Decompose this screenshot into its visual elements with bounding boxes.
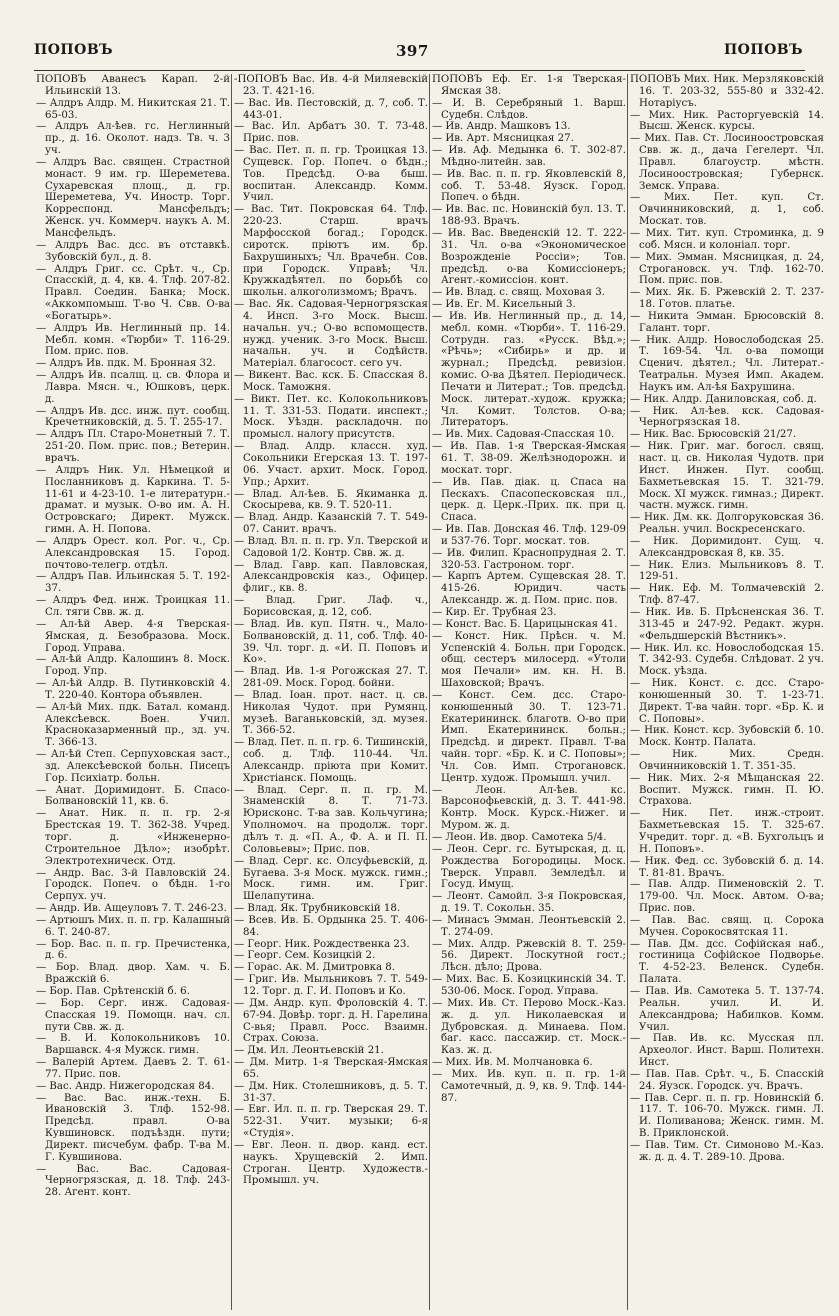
- page-number: 397: [396, 42, 429, 60]
- directory-entry: — Вас. Вас. инж.-техн. Б. Ивановскій 3. Тлф. 152-98. Предсѣд. правл. О-ва Кувшиновск. подъѣздн. пути; Директ. писчебум. фабр. Т-ва М. Г. Кувшинова.: [36, 1092, 230, 1163]
- directory-entry: — Пав. Пав. Срѣт. ч., Б. Спасскій 24. Яузск. Городск. уч. Врачъ.: [630, 1068, 824, 1092]
- directory-entry: — Всев. Ив. Б. Ордынка 25. Т. 406-84.: [234, 914, 428, 938]
- directory-entry: — Бор. Влад. двор. Хам. ч. Б. Вражскій 6.: [36, 962, 230, 986]
- directory-entry: — Мих. Алдр. Ржевскій 8. Т. 259-56. Директ. Лоскутной гост.; Лѣсн. дѣло; Дрова.: [432, 938, 626, 974]
- directory-entry: — Алдръ Ив. псалщ. ц. св. Флора и Лавра. Мясн. ч., Юшковъ, церк. д.: [36, 370, 230, 405]
- directory-entry: — Влад. Ив. куп. Пятн. ч., Мало-Болвановскій, д. 11, соб. Тлф. 40-39. Чл. торг. д. «И. П. Поповъ и Ко».: [234, 618, 428, 666]
- directory-entry: — Влад. Вл. п. п. гр. Ул. Тверской и Садовой 1/2. Контр. Свв. ж. д.: [234, 535, 428, 559]
- directory-entry: — Ив. Филип. Краснопрудная 2. Т. 320-53. Гастроном. торг.: [432, 547, 626, 571]
- directory-entry: — Мих. Пав. Ст. Лосиноостровская Свв. ж. д., дача Гегелерт. Чл. Правл. благоустр. мѣстн. Лосиноостровская; Губернск. Земск. Управа.: [630, 133, 824, 192]
- directory-entry: — Алдръ Ал-ѣев. гс. Неглинный пр., д. 16. Околот. надз. Тв. ч. 3 уч.: [36, 121, 230, 157]
- directory-column-2: [234, 74, 428, 1310]
- directory-entry: — Влад. Пет. п. п. гр. 6. Тишинскій, соб. д. Тлф. 110-44. Чл. Александр. пріюта при Комит. Христіанск. Помощь.: [234, 737, 428, 784]
- directory-entry: — Артюшъ Мих. п. п. гр. Калашный 6. Т. 240-87.: [36, 914, 230, 938]
- directory-entry: — Ник. Доримидонт. Сущ. ч. Александровская 8, кв. 35.: [630, 535, 824, 559]
- directory-entry: — Вас. Ив. Пестовскій, д. 7, соб. Т. 443-01.: [234, 97, 428, 121]
- directory-entry: — Пав. Серг. п. п. гр. Новинскій б. 117. Т. 106-70. Мужск. гимн. Л. И. Поливанова; Женск. гимн. М. В. Приклонской.: [630, 1092, 824, 1140]
- column-divider: [231, 74, 232, 1310]
- directory-entry: — Ив. Влад. с. свящ. Моховая 3.: [432, 287, 605, 299]
- directory-entry: — Ив. Пав. Донская 46. Тлф. 129-09 и 537-76. Торг. москат. тов.: [432, 524, 626, 547]
- directory-entry: — Ник. Мих. Средн. Овчинниковскій 1. Т. 351-35.: [630, 749, 824, 772]
- directory-entry: — Мих. Як. Б. Ржевскій 2. Т. 237-18. Готов. платье.: [630, 287, 824, 311]
- directory-entry: — Ив. Мих. Садовая-Спасская 10.: [432, 429, 615, 441]
- directory-entry: — Андр. Вас. 3-й Павловскій 24. Городск. Попеч. о бѣдн. 1-го Серпух. уч.: [36, 867, 230, 903]
- directory-entry: — Викент. Вас. кск. Б. Спасская 8. Моск. Таможня.: [234, 370, 428, 393]
- directory-entry: — Горас. Ак. М. Дмитровка 8.: [234, 962, 395, 974]
- directory-entry: — Пав. Дм. дсс. Софійская наб., гостиница Софійское Подворье. Т. 4-52-23. Веленск. Судебн. Палата.: [630, 938, 824, 986]
- directory-entry: — Алдръ Ив. пдк. М. Бронная 32.: [36, 358, 216, 370]
- directory-entry: — Дм. Андр. куп. Фроловскій 4. Т. 67-94. Довѣр. торг. д. Н. Гарелина С-вья; Правл. Росс. Взаимн. Страх. Союза.: [234, 997, 428, 1045]
- directory-entry: — Карпъ Артем. Сущевская 28. Т. 415-26. Юридич. часть Александр. ж. д. Пом. прис. пов.: [432, 571, 626, 607]
- directory-entry: — Алдръ Алдр. М. Никитская 21. Т. 65-03.: [36, 97, 230, 121]
- directory-entry: ПОПОВЪ Еф. Ег. 1-я Тверская-Ямская 38.: [432, 74, 626, 97]
- directory-entry: — Конст. Вас. Б. Царицынская 41.: [432, 618, 618, 630]
- directory-entry: — Ив. Аф. Медынка 6. Т. 302-87. Мѣдно-литейн. зав.: [432, 145, 626, 168]
- directory-entry: — Влад. Гавр. кап. Павловская, Александровскія каз., Офицер. флиг., кв. 8.: [234, 559, 428, 595]
- directory-entry: — Алдръ Вас. дсс. въ отставкѣ. Зубовскій бул., д. 8.: [36, 239, 230, 263]
- directory-entry: — Леонт. Самойл. 3-я Покровская, д. 19. Т. Сокольн. 35.: [432, 891, 626, 915]
- directory-entry: — Влад. Андр. Казанскій 7. Т. 549-07. Санит. врачъ.: [234, 512, 428, 536]
- directory-entry: — Дм. Ник. Столешниковъ, д. 5. Т. 31-37.: [234, 1080, 428, 1104]
- directory-entry: — Ал-ѣй Авер. 4-я Тверская-Ямская, д. Безобразова. Моск. Город. Управа.: [36, 618, 230, 654]
- directory-entry: — Ал-ѣй Алдр. Калошинъ 8. Моск. Город. Упр.: [36, 654, 230, 678]
- directory-entry: — Пав. Вас. свящ. ц. Сорока Мучен. Сорокосвятская 11.: [630, 914, 824, 938]
- directory-entry: — Григ. Ив. Мыльниковъ 7. Т. 549-12. Торг. д. Г. И. Поповъ и Ко.: [234, 974, 428, 997]
- directory-entry: — Ив. Вас. Введенскій 12. Т. 222-31. Чл. о-ва «Экономическое Возрожденіе Россіи»; Тов. предсѣд. о-ва Комиссіонеръ; Агент.-комиссіон. конт.: [432, 227, 626, 287]
- directory-entry: — Ив. Пав. 1-я Тверская-Ямская 61. Т. 38-09. Желѣзнодорожн. и москат. торг.: [432, 441, 626, 476]
- directory-entry: — Влад. Як. Трубниковскій 18.: [234, 903, 401, 915]
- directory-entry: — Кир. Ег. Трубная 23.: [432, 606, 557, 618]
- directory-entry: — Бор. Пав. Срѣтенскій б. 6.: [36, 985, 190, 997]
- directory-entry: — Георг. Сем. Козицкій 2.: [234, 950, 376, 962]
- directory-entry: — Мих. Ив. М. Молчановка 6.: [432, 1057, 593, 1069]
- directory-entry: — Георг. Ник. Рождественка 23.: [234, 938, 410, 950]
- directory-entry: — Ник. Ил. кс. Новослободская 15. Т. 342-93. Судебн. Слѣдоват. 2 уч. Моск. уѣзда.: [630, 642, 824, 678]
- directory-entry: — Мих. Ив. Ст. Перово Моск.-Каз. ж. д. ул. Николаевская и Дубровская. д. Минаева. Пом. баг. касс. пассажир. ст. Моск.-Каз. ж. д.: [432, 997, 626, 1057]
- directory-entry: — Бор. Серг. инж. Садовая-Спасская 19. Помощн. нач. сл. пути Свв. ж. д.: [36, 997, 230, 1033]
- directory-entry: — Андр. Ив. Ащеуловъ 7. Т. 246-23.: [36, 903, 227, 915]
- directory-entry: — Вас. Як. Садовая-Черногрязская 4. Инсп. 3-го Моск. Высш. начальн. уч.; О-во вспомоществ. нужд. ученик. 3-го Моск. Высш. начальн. уч. и Содѣйств. Матеріал. благосост. сего уч.: [234, 299, 428, 370]
- directory-entry: — Ив. Пав. дiак. ц. Спаса на Пескахъ. Спасопесковская пл., церк. д. Церк.-Прих. пк. при ц. Спаса.: [432, 476, 626, 524]
- directory-entry: ПОПОВЪ Аванесъ Карап. 2-й Ильинскій 13.: [36, 74, 230, 97]
- directory-entry: — Ив. Арт. Мясницкая 27.: [432, 133, 574, 145]
- running-head-right: ПОПОВЪ: [723, 42, 803, 58]
- directory-entry: — Алдръ Григ. сс. Срѣт. ч., Ср. Спасскій, д. 4, кв. 4. Тлф. 207-82. Правл. Соедин. Банка; Моск. «Аккомпомыш. Т-во Ч. Свв. О-ва «Богатырь».: [36, 263, 230, 322]
- column-divider: [429, 74, 430, 1310]
- directory-entry: — Конст. Сем. дсс. Старо-конюшенный 30. Т. 123-71. Екатерининск. благотв. О-во при Имп. Екатерининск. больн.; Предсѣд. и директ. Правл. Т-ва чайн. торг. «Бр. К. и С. Поповы»; Чл. Сов. Имп. Строгановск. Центр. худож. Промышл. учил.: [432, 689, 626, 784]
- directory-entry: — Никита Эмман. Брюсовскій 8. Галант. торг.: [630, 310, 824, 334]
- directory-entry: — Влад. Григ. Лаф. ч., Борисовская, д. 12, соб.: [234, 595, 428, 618]
- directory-entry: — Ник. Фед. сс. Зубовскій б. д. 14. Т. 81-81. Врачъ.: [630, 855, 824, 879]
- directory-entry: — Ник. Пет. инж.-строит. Бахметьевская 15. Т. 325-67. Учредит. торг. д. «В. Бухгольцъ и Н. Поповъ».: [630, 808, 824, 855]
- directory-entry: — Алдръ Ив. дсс. инж. пут. сообщ. Кречетниковскій, д. 5. Т. 255-17.: [36, 405, 230, 429]
- directory-entry: — Дм. Ил. Леонтьевскій 21.: [234, 1045, 384, 1057]
- directory-entry: -ПОПОВЪ Вас. Ив. 4-й Миляевскій 23. Т. 421-16.: [234, 74, 428, 97]
- page-header: [0, 0, 839, 58]
- directory-entry: — Влад. Іоан. прот. наст. ц. св. Николая Чудот. при Румянц. музеѣ. Ваганьковскій, зд. музея. Т. 366-52.: [234, 689, 428, 737]
- header-rule: [34, 70, 805, 71]
- directory-entry: — Евг. Леон. п. двор. канд. ест. наукъ. Хрущевскій 2. Имп. Строган. Центр. Художеств.-Промышл. уч.: [234, 1139, 428, 1187]
- directory-entry: — Влад. Серг. п. п. гр. М. Знаменскій 8. Т. 71-73. Юрисконс. Т-ва зав. Кольчугина; Уполномоч. на продолж. торг. дѣлъ т. д. «П. А., Ф. А. и П. П. Соловьевы»; Прис. пов.: [234, 784, 428, 855]
- directory-entry: — Алдръ Ник. Ул. Нѣмецкой и Посланниковъ д. Каркина. Т. 5-11-61 и 4-23-10. 1-е литературн.-драмат. и музык. О-во им. А. Н. Островскаго; Директ. Мужск. гимн. А. Н. Попова.: [36, 464, 230, 536]
- directory-entry: — Викт. Пет. кс. Колокольниковъ 11. Т. 331-53. Подати. инспект.; Моск. Уѣздн. раскладочн. по промысл. налогу присутств.: [234, 393, 428, 441]
- directory-entry: — Мих. Ник. Расторгуевскій 14. Высш. Женск. курсы.: [630, 109, 824, 133]
- directory-entry: — Дм. Митр. 1-я Тверская-Ямская 65.: [234, 1057, 428, 1080]
- directory-entry: — Влад. Серг. кс. Олсуфьевскій, д. Бугаева. 3-я Моск. мужск. гимн.; Моск. гимн. им. Григ. Шелапутина.: [234, 855, 428, 903]
- directory-entry: — Влад. Алдр. классн. худ. Сокольники Егерская 13. Т. 197-06. Участ. архит. Моск. Город. Упр.; Архит.: [234, 441, 428, 488]
- directory-entry: — Ал-ѣй Степ. Серпуховская заст., зд. Алексѣевской больн. Писецъ Гор. Психіатр. больн.: [36, 749, 230, 784]
- directory-entry: — Пав. Ив. Самотека 5. Т. 137-74. Реальн. учил. И. И. Александрова; Набилков. Комм. Учил.: [630, 985, 824, 1033]
- directory-entry: — Ник. Конст. с. дсс. Старо-конюшенный 30. Т. 1-23-71. Директ. Т-ва чайн. торг. «Бр. К. и С. Поповы».: [630, 678, 824, 725]
- directory-entry: — Леон. Ив. двор. Самотека 5/4.: [432, 832, 607, 843]
- directory-entry: — И. В. Серебряный 1. Варш. Судебн. Слѣдов.: [432, 97, 626, 121]
- directory-entry: — Ник. Григ. маг. богосл. свящ. наст. ц. св. Николая Чудотв. при Инст. Инжен. Пут. сообщ. Бахметьевская 15. Т. 321-79. Моск. XI мужск. гимназ.; Директ. частн. мужск. гимн.: [630, 441, 824, 512]
- directory-entry: — Ник. Алдр. Новослободская 25. Т. 169-54. Чл. о-ва помощи Сценич. дѣятел.; Чл. Литерат.-Театральн. Музея Имп. Академ. Наукъ им. Ал-ѣя Бахрушина.: [630, 334, 824, 393]
- directory-entry: — Пав. Тим. Ст. Симоново М.-Каз. ж. д. д. 4. Т. 289-10. Дрова.: [630, 1139, 824, 1163]
- directory-entry: — Леон. Серг. гс. Бутырская, д. ц. Рождества Богородицы. Моск. Тверск. Управл. Земледѣл. и Госуд. Имущ.: [432, 843, 626, 891]
- directory-entry: — Ив. Вас. п. п. гр. Яковлевскій 8, соб. Т. 53-48. Яузск. Город. Попеч. о бѣдн.: [432, 168, 626, 204]
- running-head-left: ПОПОВЪ: [34, 42, 114, 58]
- directory-entry: — Ив. Ег. М. Кисельный 3.: [432, 299, 576, 311]
- directory-entry: — Вас. Андр. Нижегородская 84.: [36, 1080, 215, 1092]
- directory-entry: — Алдръ Пл. Старо-Монетный 7. Т. 251-20. Пом. прис. пов.; Ветерин. врачъ.: [36, 429, 230, 464]
- directory-column-1: [36, 74, 230, 1310]
- directory-entry: — Вас. Тит. Покровская 64. Тлф. 220-23. Старш. врачъ Марфосской богад.; Городск. сиротск. пріютъ им. бр. Бахрушиныхъ; Чл. Врачебн. Сов. при Городск. Управѣ; Чл. Кружкадѣятел. по борьбѣ со школьн. алкоголизмомъ; Врачъ.: [234, 204, 428, 299]
- directory-entry: — Евг. Ил. п. п. гр. Тверская 29. Т. 522-31. Учит. музыки; 6-я «Студія».: [234, 1104, 428, 1140]
- directory-entry: — Ник. Ал-ѣев. кск. Садовая-Черногрязская 18.: [630, 405, 824, 429]
- directory-entry: — Алдръ Орест. кол. Рог. ч., Ср. Александровская 15. Город. почтово-телегр. отдѣл.: [36, 535, 230, 571]
- directory-entry: — Ник. Алдр. Даниловская, соб. д.: [630, 393, 817, 405]
- directory-entry: — Мих. Тит. куп. Строминка, д. 9 соб. Мясн. и колоніал. торг.: [630, 227, 824, 251]
- directory-entry: — Алдръ Вас. священ. Страстной монаст. 9 им. гр. Шереметева. Сухаревская площ., д. гр. Шереметева, Уч. Иностр. Торг. Корреспонд. Мансфельдъ; Женск. уч. Коммерч. наукъ А. М. Мансфельдъ.: [36, 156, 230, 239]
- directory-entry: — Вас. Пет. п. п. гр. Троицкая 13. Сущевск. Гор. Попеч. о бѣдн.; Тов. Предсѣд. О-ва быш. воспитан. Александр. Комм. Учил.: [234, 145, 428, 204]
- directory-entry: — Алдръ Ив. Неглинный пр. 14. Мебл. комн. «Тюрби» Т. 116-29. Пом. прис. пов.: [36, 322, 230, 358]
- directory-entry: — Ник. Вас. Брюсовскій 21/27.: [630, 429, 797, 441]
- directory-entry: — Леон. Ал-ѣев. кс. Варсонофьевскій, д. 3. Т. 441-98. Контр. Моск. Курск.-Нижег. и Муром. ж. д.: [432, 784, 626, 832]
- directory-entry: — Ив. Ив. Неглинный пр., д. 14, мебл. комн. «Тюрби». Т. 116-29. Сотрудн. газ. «Русск. Вѣд.»; «Рѣчь»; «Сибирь» и др. и журнал.; Предсѣд. ревизіон. комис. О-ва Дѣятел. Періодическ. Печати и Литерат.; Тов. предсѣд. Моск. литерат.-худож. кружка; Чл. Комит. Толстов. О-ва; Литераторъ.: [432, 310, 626, 429]
- directory-entry: — Ал-ѣй Алдр. В. Путинковскій 4. Т. 220-40. Контора объявлен.: [36, 678, 230, 701]
- directory-entry: — Пав. Алдр. Пименовскій 2. Т. 179-00. Чл. Моск. Автом. О-ва; Прис. пов.: [630, 879, 824, 915]
- directory-entry: — Анат. Доримидонт. Б. Спасо-Болвановскій 11, кв. 6.: [36, 784, 230, 808]
- directory-entry: — Алдръ Фед. инж. Троицкая 11. Сл. тяги Свв. ж. д.: [36, 595, 230, 618]
- directory-entry: — Ив. Вас. пс. Новинскій бул. 13. Т. 188-93. Врачъ.: [432, 204, 626, 228]
- directory-entry: — Ник. Елиз. Мыльниковъ 8. Т. 129-51.: [630, 559, 824, 583]
- directory-entry: — Ник. Конст. кср. Зубовскій б. 10. Моск. Контр. Палата.: [630, 725, 824, 749]
- directory-entry: — Мих. Вас. Б. Козицкинскій 34. Т. 530-06. Моск. Город. Управа.: [432, 974, 626, 997]
- directory-entry: — Ник. Мих. 2-я Мѣщанская 22. Воспит. Мужск. гимн. П. Ю. Страхова.: [630, 772, 824, 808]
- directory-entry: — Мих. Эмман. Мясницкая, д. 24, Строгановск. уч. Тлф. 162-70. Пом. прис. пов.: [630, 251, 824, 287]
- directory-entry: ПОПОВЪ Мих. Ник. Мерзляковскій 16. Т. 203-32, 555-80 и 332-42. Нотаріусъ.: [630, 74, 824, 109]
- directory-entry: — Мих. Ив. куп. п. п. гр. 1-й Самотечный, д. 9, кв. 9. Тлф. 144-87.: [432, 1068, 626, 1104]
- directory-entry: — Ник. Дм. кк. Долгоруковская 36. Реальн. учил. Воскресенскаго.: [630, 512, 824, 536]
- directory-entry: — Ник. Ив. Б. Прѣсненская 36. Т. 313-45 и 247-92. Редакт. журн. «Фельдшерскій Вѣстникъ».: [630, 606, 824, 642]
- directory-entry: — Ив. Андр. Машковъ 13.: [432, 121, 571, 133]
- directory-entry: — Анат. Ник. п. п. гр. 2-я Брестская 19. Т. 362-38. Учред. торг. д. «Инженерно-Строительное Дѣло»; изобрѣт. Электротехническ. Отд.: [36, 808, 230, 867]
- directory-entry: — Конст. Ник. Прѣсн. ч. М. Успенскій 4. Больн. при Городск. общ. сестеръ милосерд. «Утоли моя Печали» им. кн. Н. В. Шаховской; Врачъ.: [432, 630, 626, 690]
- directory-entry: — В. И. Колокольниковъ 10. Варшавск. 4-я Мужск. гимн.: [36, 1033, 230, 1057]
- directory-entry: — Ал-ѣй Мих. пдк. Батал. команд. Алексѣевск. Воен. Учил. Красноказарменный пр., зд. уч. Т. 366-13.: [36, 701, 230, 749]
- directory-entry: — Минасъ Эмман. Леонтьевскій 2. Т. 274-09.: [432, 914, 626, 938]
- column-divider: [627, 74, 628, 1310]
- directory-entry: — Бор. Вас. п. п. гр. Пречистенка, д. 6.: [36, 938, 230, 962]
- directory-entry: — Ник. Еф. М. Толмачевскій 2. Тлф. 87-47.: [630, 583, 824, 607]
- directory-entry: — Влад. Ив. 1-я Рогожская 27. Т. 281-09. Моск. Город. бойни.: [234, 666, 428, 690]
- directory-entry: — Валерій Артем. Даевъ 2. Т. 61-77. Прис. пов.: [36, 1057, 230, 1080]
- directory-entry: — Вас. Ил. Арбатъ 30. Т. 73-48. Прис. пов.: [234, 121, 428, 145]
- directory-entry: — Мих. Пет. куп. Ст. Овчинниковский, д. 1, соб. Москат. тов.: [630, 192, 824, 228]
- directory-entry: — Алдръ Пав. Ильинская 5. Т. 192-37.: [36, 571, 230, 595]
- directory-entry: — Вас. Вас. Садовая-Черногрязская, д. 18. Тлф. 243-28. Агент. конт.: [36, 1163, 230, 1199]
- directory-column-3: [432, 74, 626, 1310]
- directory-entry: — Пав. Ив. кс. Мусская пл. Археолог. Инст. Варш. Политехн. Инст.: [630, 1033, 824, 1069]
- directory-column-4: [630, 74, 824, 1310]
- directory-entry: — Влад. Ал-ѣев. Б. Якиманка д. Скосырева, кв. 9. Т. 520-11.: [234, 488, 428, 512]
